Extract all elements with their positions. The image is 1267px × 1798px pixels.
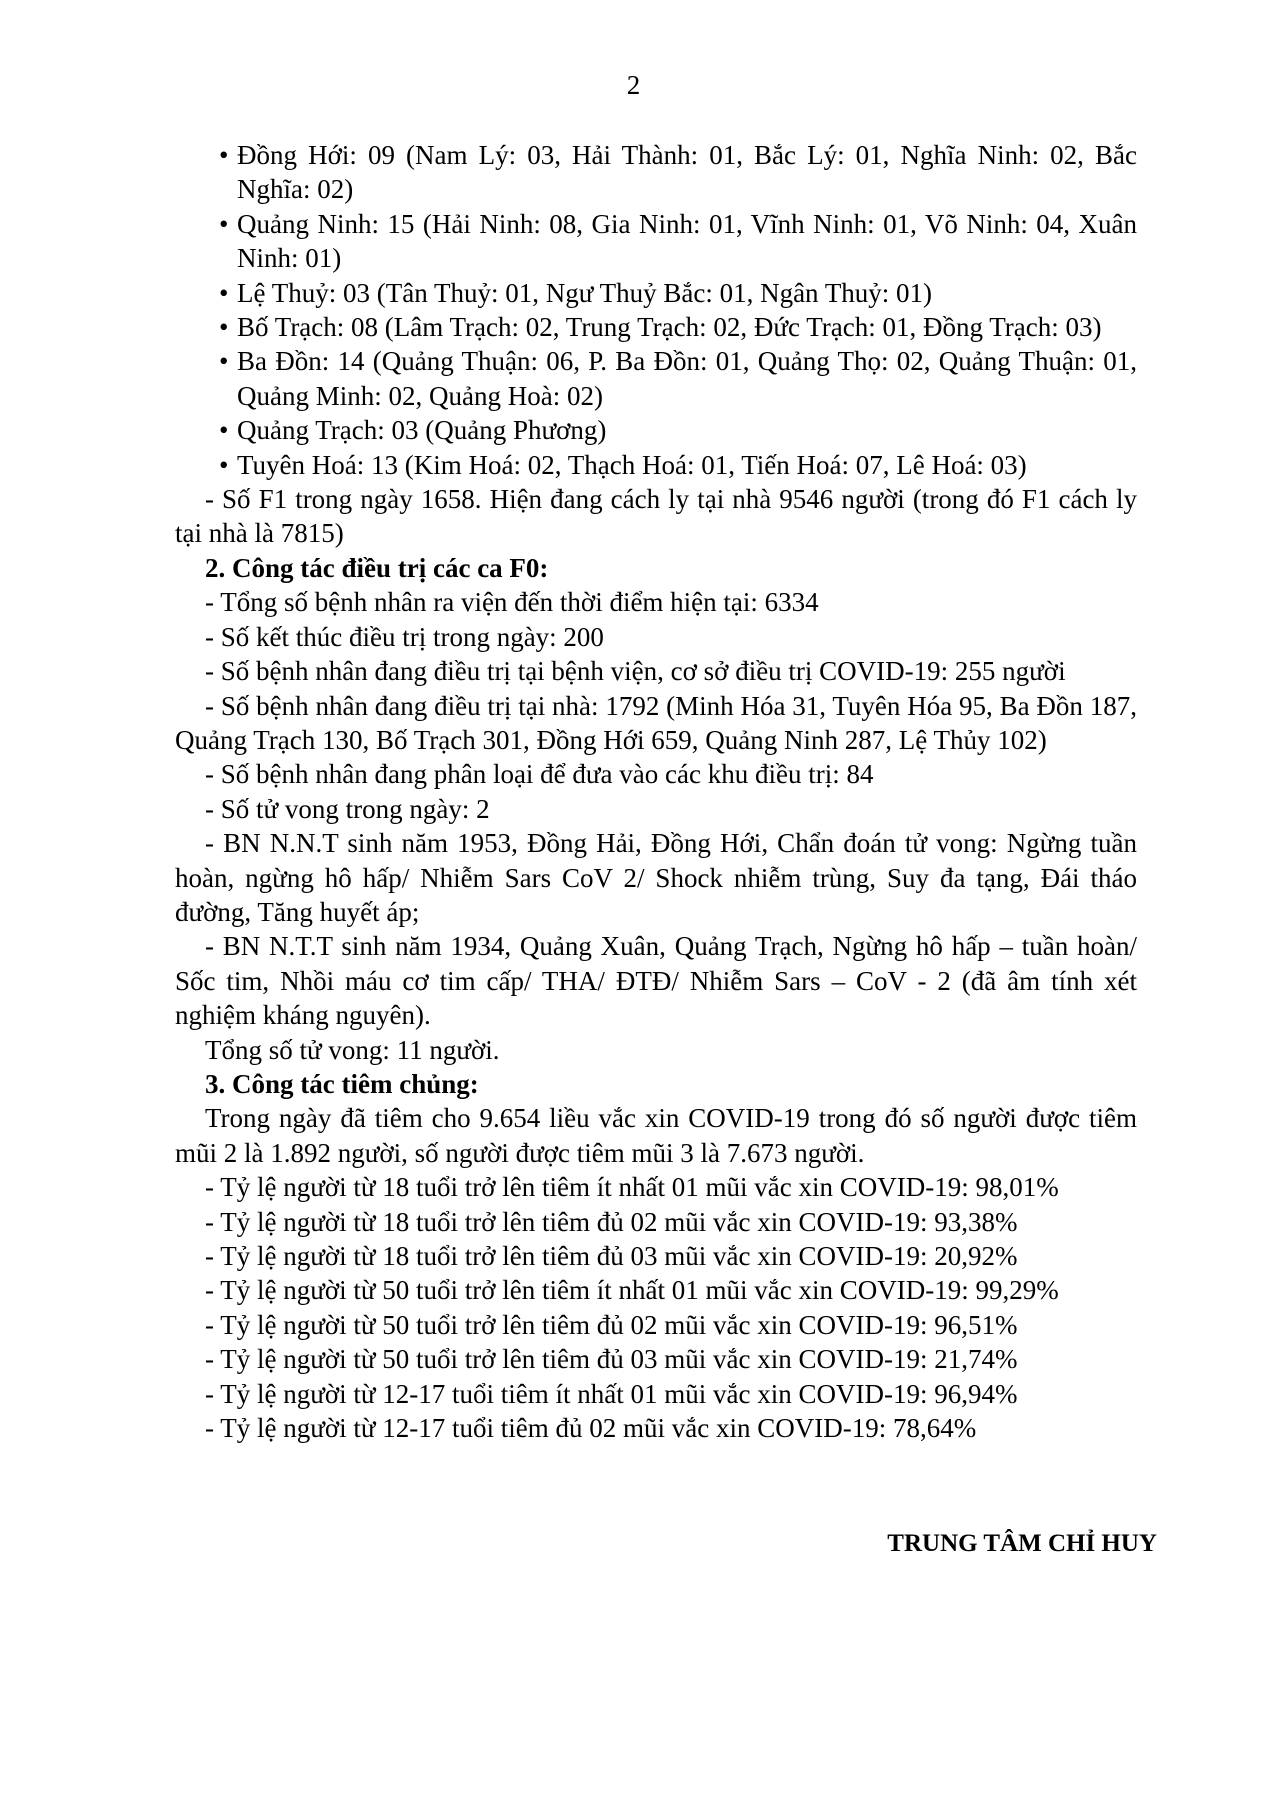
death-case-1: - BN N.N.T sinh năm 1953, Đồng Hải, Đồng Hới, Chẩn đoán tử vong: Ngừng tuần hoàn, ngừng hô hấp/ Nhiễm Sars CoV 2/ Shock nhiễm trùng, Suy đa tạng, Đái tháo đường, Tăng huyết áp; [175, 828, 1137, 927]
bullet-icon: • [219, 277, 229, 308]
locality-text: Ba Đồn: 14 (Quảng Thuận: 06, P. Ba Đồn: 01, Quảng Thọ: 02, Quảng Thuận: 01, Quảng Minh: 02, Quảng Hoà: 02) [237, 346, 1137, 411]
vaccination-rate: - Tỷ lệ người từ 50 tuổi trở lên tiêm ít nhất 01 mũi vắc xin COVID-19: 99,29% [205, 1275, 1059, 1306]
in-hospital-count: - Số bệnh nhân đang điều trị tại bệnh viện, cơ sở điều trị COVID-19: 255 người [205, 656, 1066, 687]
vaccination-rate: - Tỷ lệ người từ 18 tuổi trở lên tiêm đủ 03 mũi vắc xin COVID-19: 20,92% [205, 1241, 1018, 1271]
discharged-total: - Tổng số bệnh nhân ra viện đến thời điểm hiện tại: 6334 [205, 587, 819, 618]
locality-text: Đồng Hới: 09 (Nam Lý: 03, Hải Thành: 01, Bắc Lý: 01, Nghĩa Ninh: 02, Bắc Nghĩa: 02) [237, 140, 1137, 205]
vaccination-rate: - Tỷ lệ người từ 12-17 tuổi tiêm đủ 02 mũi vắc xin COVID-19: 78,64% [205, 1413, 977, 1444]
locality-text: Tuyên Hoá: 13 (Kim Hoá: 02, Thạch Hoá: 01, Tiến Hoá: 07, Lê Hoá: 03) [237, 449, 1027, 480]
vaccination-heading: 3. Công tác tiêm chủng: [205, 1068, 479, 1099]
home-treatment-count: - Số bệnh nhân đang điều trị tại nhà: 1792 (Minh Hóa 31, Tuyên Hóa 95, Ba Đồn 187, Quảng Trạch 130, Bố Trạch 301, Đồng Hới 659, Quảng Ninh 287, Lệ Thủy 102) [175, 690, 1137, 755]
bullet-icon: • [219, 140, 229, 170]
locality-case-list [175, 138, 1137, 482]
vaccination-rate: - Tỷ lệ người từ 18 tuổi trở lên tiêm ít nhất 01 mũi vắc xin COVID-19: 98,01% [205, 1172, 1059, 1203]
bullet-icon: • [219, 449, 229, 480]
locality-text: Quảng Trạch: 03 (Quảng Phương) [237, 415, 607, 446]
list-item [175, 276, 1137, 310]
treatment-heading: 2. Công tác điều trị các ca F0: [205, 552, 549, 583]
list-item [175, 207, 1137, 276]
death-case-2: - BN N.T.T sinh năm 1934, Quảng Xuân, Quảng Trạch, Ngừng hô hấp – tuần hoàn/ Sốc tim, Nhồi máu cơ tim cấp/ THA/ ĐTĐ/ Nhiễm Sars – CoV - 2 (đã âm tính xét nghiệm kháng nguyên). [175, 931, 1137, 1031]
locality-text: Lệ Thuỷ: 03 (Tân Thuỷ: 01, Ngư Thuỷ Bắc: 01, Ngân Thuỷ: 01) [237, 277, 933, 308]
report-body [175, 138, 1137, 1445]
list-item [175, 413, 1137, 447]
vaccination-rate: - Tỷ lệ người từ 50 tuổi trở lên tiêm đủ 03 mũi vắc xin COVID-19: 21,74% [205, 1344, 1018, 1375]
vaccination-intro: Trong ngày đã tiêm cho 9.654 liều vắc xin COVID-19 trong đó số người được tiêm mũi 2 là 1.892 người, số người được tiêm mũi 3 là 7.673 người. [175, 1103, 1137, 1168]
locality-text: Quảng Ninh: 15 (Hải Ninh: 08, Gia Ninh: 01, Vĩnh Ninh: 01, Võ Ninh: 04, Xuân Ninh: 01) [237, 208, 1137, 274]
classifying-count: - Số bệnh nhân đang phân loại để đưa vào các khu điều trị: 84 [205, 759, 874, 790]
f1-summary: - Số F1 trong ngày 1658. Hiện đang cách ly tại nhà 9546 người (trong đó F1 cách ly tại nhà là 7815) [175, 484, 1137, 549]
signature-block: TRUNG TÂM CHỈ HUY [887, 1530, 1157, 1557]
bullet-icon: • [219, 346, 229, 377]
list-item [175, 310, 1137, 344]
list-item [175, 448, 1137, 482]
vaccination-rate: - Tỷ lệ người từ 12-17 tuổi tiêm ít nhất 01 mũi vắc xin COVID-19: 96,94% [205, 1378, 1018, 1409]
vaccination-rate: - Tỷ lệ người từ 50 tuổi trở lên tiêm đủ 02 mũi vắc xin COVID-19: 96,51% [205, 1309, 1018, 1340]
deaths-total: Tổng số tử vong: 11 người. [205, 1034, 500, 1065]
page-number: 2 [626, 70, 641, 100]
deaths-today: - Số tử vong trong ngày: 2 [205, 793, 490, 824]
bullet-icon: • [219, 415, 229, 446]
locality-text: Bố Trạch: 08 (Lâm Trạch: 02, Trung Trạch: 02, Đức Trạch: 01, Đồng Trạch: 03) [237, 312, 1102, 343]
bullet-icon: • [219, 312, 229, 343]
list-item [175, 138, 1137, 207]
bullet-icon: • [219, 208, 229, 239]
vaccination-rate: - Tỷ lệ người từ 18 tuổi trở lên tiêm đủ 02 mũi vắc xin COVID-19: 93,38% [205, 1206, 1018, 1237]
completed-today: - Số kết thúc điều trị trong ngày: 200 [205, 621, 604, 652]
list-item [175, 344, 1137, 413]
